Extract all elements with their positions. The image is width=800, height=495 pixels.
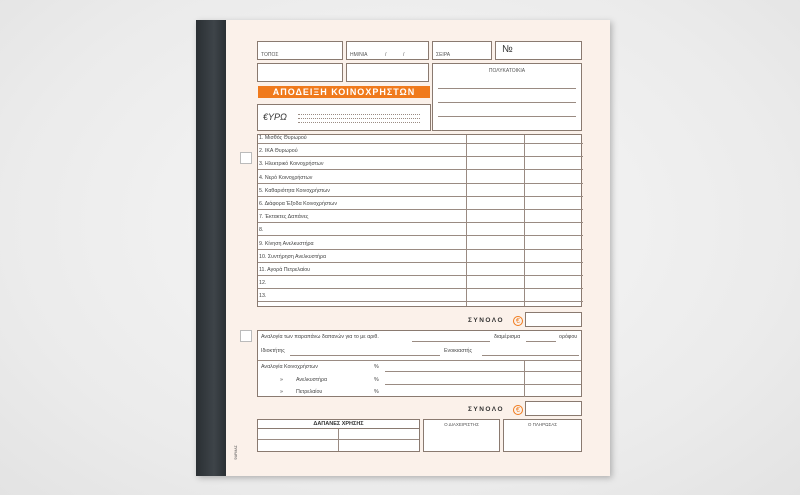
floor-label: ορόφου	[559, 334, 578, 340]
date-separator: /	[385, 52, 387, 58]
item-label: 11. Αγορά Πετρελαίου	[259, 267, 311, 273]
item-rule	[258, 235, 583, 236]
total-amount-field[interactable]	[525, 401, 582, 416]
apartment-label: διαμέρισμα	[494, 334, 521, 340]
series-label: ΣΕΙΡΑ	[436, 52, 451, 58]
item-rule	[258, 249, 583, 250]
share-line1-text: Αναλογία των παραπάνω δαπανών για το με αριθ.	[261, 334, 379, 340]
pad-spine	[196, 20, 226, 476]
rule	[385, 384, 581, 385]
rule	[438, 102, 576, 103]
euro-icon: €	[513, 405, 523, 415]
blank-field-1[interactable]	[257, 63, 343, 82]
rule	[482, 355, 579, 356]
receipt-title: ΑΠΟΔΕΙΞΗ ΚΟΙΝΟΧΡΗΣΤΩΝ	[258, 86, 430, 98]
fuel-label: Πετρελαίου	[296, 389, 323, 395]
item-rule	[258, 143, 583, 144]
rule	[298, 118, 420, 119]
euro-icon: €	[513, 316, 523, 326]
place-field[interactable]	[257, 41, 343, 60]
expenses-box[interactable]	[257, 419, 420, 452]
expenses-title: ΔΑΠΑΝΕΣ ΧΡΗΣΗΣ	[258, 420, 419, 429]
series-field[interactable]	[432, 41, 492, 60]
date-label: ΗΜ/ΝΙΑ	[350, 52, 368, 58]
percent-sign: %	[374, 389, 379, 395]
item-rule	[258, 275, 583, 276]
column-divider	[338, 429, 339, 451]
tenant-label: Ενοικιαστής	[444, 348, 473, 354]
item-label: 7. Έκτακτες Δαπάνες	[259, 214, 309, 221]
item-label: 13.	[259, 293, 267, 300]
column-divider	[524, 361, 525, 397]
item-label: 1. Μισθός Θυρωρού	[259, 135, 307, 141]
perforation-mark	[240, 152, 252, 164]
rule	[258, 360, 581, 361]
rule	[385, 371, 581, 372]
total-label: ΣΥΝΟΛΟ	[468, 317, 505, 324]
item-rule	[258, 196, 583, 197]
ratio-label: Αναλογία Κοινοχρήστων	[261, 364, 318, 370]
brand-vertical: ΦΑΡΜΑΣ	[234, 445, 238, 460]
item-label: 4. Νερό Κοινοχρήστων	[259, 174, 313, 181]
item-rule	[258, 183, 583, 184]
percent-sign: %	[374, 364, 379, 370]
item-label: 5. Καθαριότητα Κοινοχρήστων	[259, 187, 330, 194]
elevator-label: Ανελκυστήρα	[296, 377, 328, 383]
euro-label: €ΥΡΩ	[263, 112, 287, 122]
item-rule	[258, 288, 583, 289]
item-rule	[258, 222, 583, 223]
euro-amount-box[interactable]	[257, 104, 431, 131]
item-label: 12.	[259, 280, 267, 287]
building-label: ΠΟΛΥΚΑΤΟΙΚΙΑ	[488, 68, 526, 74]
building-field[interactable]	[432, 63, 582, 131]
rule	[298, 114, 420, 115]
date-field[interactable]	[346, 41, 429, 60]
item-label: 8.	[259, 227, 264, 234]
number-field[interactable]	[495, 41, 582, 60]
total-label: ΣΥΝΟΛΟ	[468, 406, 505, 413]
manager-label: Ο ΔΙΑΧΕΙΡΙΣΤΗΣ	[444, 422, 479, 427]
percent-sign: %	[374, 377, 379, 383]
rule	[526, 341, 556, 342]
items-table	[257, 134, 582, 307]
item-rule	[258, 262, 583, 263]
item-rule	[258, 156, 583, 157]
rule	[438, 116, 576, 117]
item-rule	[258, 209, 583, 210]
total-amount-field[interactable]	[525, 312, 582, 327]
rule	[290, 355, 440, 356]
item-label: 6. Διάφορα Έξοδα Κοινοχρήστων	[259, 201, 337, 207]
blank-field-2[interactable]	[346, 63, 429, 82]
recipient-label: Ο ΠΛΗΡΩΣΑΣ	[527, 422, 558, 427]
manager-signature-box[interactable]	[423, 419, 500, 452]
date-separator: /	[403, 52, 405, 58]
column-divider	[524, 135, 525, 306]
place-label: ΤΟΠΟΣ	[261, 52, 279, 58]
item-label: 3. Ηλεκτρικό Κοινοχρήστων	[259, 161, 324, 168]
number-label: №	[502, 44, 513, 55]
recipient-signature-box[interactable]	[503, 419, 582, 452]
rule	[412, 341, 490, 342]
perforation-mark	[240, 330, 252, 342]
column-divider	[466, 135, 467, 306]
bullet: »	[280, 389, 283, 395]
owner-label: Ιδιοκτήτης	[261, 348, 285, 354]
rule	[298, 122, 420, 123]
share-section	[257, 330, 582, 397]
item-label: 10. Συντήρηση Ανελκυστήρα	[259, 253, 327, 260]
item-label: 2. ΙΚΑ Θυρωρού	[259, 148, 298, 155]
bullet: »	[280, 377, 283, 383]
rule	[438, 88, 576, 89]
item-label: 9. Κίνηση Ανελκυστήρα	[259, 240, 314, 247]
item-rule	[258, 301, 583, 302]
item-rule	[258, 169, 583, 170]
